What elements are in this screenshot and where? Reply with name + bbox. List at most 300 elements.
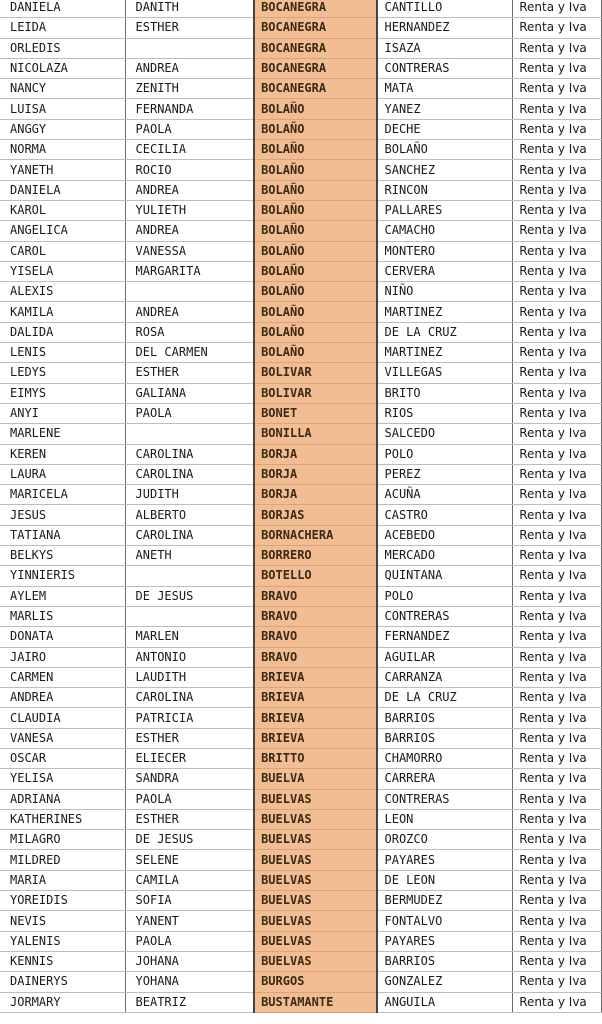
first-name-cell[interactable]: ANGELICA	[0, 221, 125, 241]
first-name-cell[interactable]: CARMEN	[0, 667, 125, 687]
second-surname-cell[interactable]: BERMUDEZ	[377, 891, 513, 911]
second-surname-cell[interactable]: ANGUILA	[377, 992, 513, 1012]
second-surname-cell[interactable]: OROZCO	[377, 830, 513, 850]
table-row	[0, 261, 602, 281]
table-row	[0, 748, 602, 768]
table-row	[0, 789, 602, 809]
first-surname-cell[interactable]: BRAVO	[254, 606, 376, 626]
table-row	[0, 525, 602, 545]
second-surname-cell[interactable]: PEREZ	[377, 464, 513, 484]
tax-type-cell[interactable]: Renta y Iva	[513, 586, 602, 606]
table-row	[0, 769, 602, 789]
first-name-cell[interactable]: KEREN	[0, 444, 125, 464]
second-surname-cell[interactable]: CARRANZA	[377, 667, 513, 687]
tax-type-cell[interactable]: Renta y Iva	[513, 830, 602, 850]
table-row	[0, 241, 602, 261]
second-name-cell[interactable]: MARLEN	[125, 627, 254, 647]
tax-type-cell[interactable]: Renta y Iva	[513, 525, 602, 545]
first-name-cell[interactable]: YOREIDIS	[0, 891, 125, 911]
second-name-cell[interactable]: ANDREA	[125, 180, 254, 200]
table-row	[0, 403, 602, 423]
first-name-cell[interactable]: LAURA	[0, 464, 125, 484]
tax-type-cell[interactable]: Renta y Iva	[513, 708, 602, 728]
first-surname-cell[interactable]: BUELVA	[254, 769, 376, 789]
first-surname-cell[interactable]: BUELVAS	[254, 931, 376, 951]
first-name-cell[interactable]: BELKYS	[0, 546, 125, 566]
tax-type-cell[interactable]: Renta y Iva	[513, 891, 602, 911]
second-name-cell[interactable]: DE JESUS	[125, 830, 254, 850]
second-surname-cell[interactable]: LEON	[377, 809, 513, 829]
table-row	[0, 200, 602, 220]
first-name-cell[interactable]: YISELA	[0, 261, 125, 281]
table-row	[0, 424, 602, 444]
first-surname-cell[interactable]: BRITTO	[254, 748, 376, 768]
first-surname-cell[interactable]: BORRERO	[254, 546, 376, 566]
first-name-cell[interactable]: LEDYS	[0, 363, 125, 383]
second-name-cell[interactable]: JOHANA	[125, 951, 254, 971]
first-name-cell[interactable]: KAMILA	[0, 302, 125, 322]
second-surname-cell[interactable]: PAYARES	[377, 850, 513, 870]
tax-type-cell[interactable]: Renta y Iva	[513, 870, 602, 890]
table-row	[0, 627, 602, 647]
second-surname-cell[interactable]: BRITO	[377, 383, 513, 403]
second-surname-cell[interactable]: DE LA CRUZ	[377, 322, 513, 342]
first-name-cell[interactable]: LENIS	[0, 343, 125, 363]
table-row	[0, 891, 602, 911]
second-name-cell[interactable]: ESTHER	[125, 18, 254, 38]
tax-type-cell[interactable]: Renta y Iva	[513, 18, 602, 38]
second-name-cell[interactable]: YOHANA	[125, 972, 254, 992]
second-name-cell[interactable]	[125, 606, 254, 626]
table-row	[0, 343, 602, 363]
first-surname-cell[interactable]: BORJAS	[254, 505, 376, 525]
first-name-cell[interactable]: NANCY	[0, 79, 125, 99]
tax-type-cell[interactable]: Renta y Iva	[513, 667, 602, 687]
second-surname-cell[interactable]: BARRIOS	[377, 708, 513, 728]
first-surname-cell[interactable]: BUELVAS	[254, 951, 376, 971]
tax-type-cell[interactable]: Renta y Iva	[513, 424, 602, 444]
tax-type-cell[interactable]: Renta y Iva	[513, 566, 602, 586]
second-name-cell[interactable]: ANDREA	[125, 58, 254, 78]
second-surname-cell[interactable]: CARRERA	[377, 769, 513, 789]
table-row	[0, 58, 602, 78]
tax-type-cell[interactable]: Renta y Iva	[513, 606, 602, 626]
second-name-cell[interactable]: CAROLINA	[125, 525, 254, 545]
first-surname-cell[interactable]: BOLAÑO	[254, 99, 376, 119]
first-surname-cell[interactable]: BOCANEGRA	[254, 79, 376, 99]
first-surname-cell[interactable]: BOLAÑO	[254, 343, 376, 363]
table-row	[0, 951, 602, 971]
tax-type-cell[interactable]: Renta y Iva	[513, 383, 602, 403]
second-name-cell[interactable]: ELIECER	[125, 748, 254, 768]
first-name-cell[interactable]: OSCAR	[0, 748, 125, 768]
tax-type-cell[interactable]: Renta y Iva	[513, 79, 602, 99]
first-surname-cell[interactable]: BUELVAS	[254, 809, 376, 829]
tax-type-cell[interactable]: Renta y Iva	[513, 119, 602, 139]
first-surname-cell[interactable]: BRAVO	[254, 586, 376, 606]
first-surname-cell[interactable]: BRAVO	[254, 647, 376, 667]
second-surname-cell[interactable]: FONTALVO	[377, 911, 513, 931]
first-surname-cell[interactable]: BOCANEGRA	[254, 0, 376, 18]
first-name-cell[interactable]: DAINERYS	[0, 972, 125, 992]
second-name-cell[interactable]: DANITH	[125, 0, 254, 18]
tax-type-cell[interactable]: Renta y Iva	[513, 180, 602, 200]
first-name-cell[interactable]: TATIANA	[0, 525, 125, 545]
table-row	[0, 931, 602, 951]
first-name-cell[interactable]: ANDREA	[0, 688, 125, 708]
second-name-cell[interactable]: DEL CARMEN	[125, 343, 254, 363]
first-surname-cell[interactable]: BRIEVA	[254, 688, 376, 708]
second-name-cell[interactable]: BEATRIZ	[125, 992, 254, 1012]
first-name-cell[interactable]: JESUS	[0, 505, 125, 525]
first-surname-cell[interactable]: BRIEVA	[254, 708, 376, 728]
second-surname-cell[interactable]: SANCHEZ	[377, 160, 513, 180]
table-row	[0, 911, 602, 931]
first-name-cell[interactable]: YELISA	[0, 769, 125, 789]
first-name-cell[interactable]: DONATA	[0, 627, 125, 647]
tax-type-cell[interactable]: Renta y Iva	[513, 911, 602, 931]
tax-type-cell[interactable]: Renta y Iva	[513, 241, 602, 261]
second-surname-cell[interactable]: BOLAÑO	[377, 140, 513, 160]
second-surname-cell[interactable]: DE LA CRUZ	[377, 688, 513, 708]
tax-type-cell[interactable]: Renta y Iva	[513, 951, 602, 971]
second-name-cell[interactable]: PAOLA	[125, 403, 254, 423]
first-name-cell[interactable]: ORLEDIS	[0, 38, 125, 58]
tax-type-cell[interactable]: Renta y Iva	[513, 0, 602, 18]
second-surname-cell[interactable]: CANTILLO	[377, 0, 513, 18]
tax-type-cell[interactable]: Renta y Iva	[513, 546, 602, 566]
first-surname-cell[interactable]: BRAVO	[254, 627, 376, 647]
first-name-cell[interactable]: KAROL	[0, 200, 125, 220]
second-name-cell[interactable]: ALBERTO	[125, 505, 254, 525]
table-row	[0, 0, 602, 18]
second-surname-cell[interactable]: SALCEDO	[377, 424, 513, 444]
first-surname-cell[interactable]: BOLAÑO	[254, 282, 376, 302]
first-name-cell[interactable]: YINNIERIS	[0, 566, 125, 586]
first-name-cell[interactable]: NORMA	[0, 140, 125, 160]
second-name-cell[interactable]: CAMILA	[125, 870, 254, 890]
table-row	[0, 505, 602, 525]
first-name-cell[interactable]: YALENIS	[0, 931, 125, 951]
second-surname-cell[interactable]: YANEZ	[377, 99, 513, 119]
second-name-cell[interactable]: ROCIO	[125, 160, 254, 180]
second-surname-cell[interactable]: CERVERA	[377, 261, 513, 281]
second-surname-cell[interactable]: DECHE	[377, 119, 513, 139]
table-row	[0, 464, 602, 484]
first-name-cell[interactable]: EIMYS	[0, 383, 125, 403]
first-surname-cell[interactable]: BOLAÑO	[254, 200, 376, 220]
tax-type-cell[interactable]: Renta y Iva	[513, 282, 602, 302]
first-name-cell[interactable]: MARICELA	[0, 485, 125, 505]
tax-type-cell[interactable]: Renta y Iva	[513, 343, 602, 363]
tax-type-cell[interactable]: Renta y Iva	[513, 728, 602, 748]
table-row	[0, 708, 602, 728]
table-row	[0, 383, 602, 403]
tax-type-cell[interactable]: Renta y Iva	[513, 505, 602, 525]
first-surname-cell[interactable]: BOLAÑO	[254, 322, 376, 342]
second-name-cell[interactable]: ESTHER	[125, 363, 254, 383]
table-row	[0, 728, 602, 748]
tax-type-cell[interactable]: Renta y Iva	[513, 789, 602, 809]
first-name-cell[interactable]: JORMARY	[0, 992, 125, 1012]
tax-type-cell[interactable]: Renta y Iva	[513, 363, 602, 383]
first-name-cell[interactable]: MILAGRO	[0, 830, 125, 850]
tax-type-cell[interactable]: Renta y Iva	[513, 931, 602, 951]
first-surname-cell[interactable]: BORJA	[254, 464, 376, 484]
second-surname-cell[interactable]: MONTERO	[377, 241, 513, 261]
tax-type-cell[interactable]: Renta y Iva	[513, 647, 602, 667]
tax-type-cell[interactable]: Renta y Iva	[513, 769, 602, 789]
table-row	[0, 444, 602, 464]
first-surname-cell[interactable]: BOLAÑO	[254, 140, 376, 160]
first-name-cell[interactable]: DALIDA	[0, 322, 125, 342]
second-surname-cell[interactable]: FERNANDEZ	[377, 627, 513, 647]
table-row	[0, 180, 602, 200]
second-surname-cell[interactable]: CHAMORRO	[377, 748, 513, 768]
second-surname-cell[interactable]: AGUILAR	[377, 647, 513, 667]
second-surname-cell[interactable]: CASTRO	[377, 505, 513, 525]
first-surname-cell[interactable]: BOCANEGRA	[254, 58, 376, 78]
tax-type-cell[interactable]: Renta y Iva	[513, 627, 602, 647]
second-name-cell[interactable]: FERNANDA	[125, 99, 254, 119]
second-name-cell[interactable]: SELENE	[125, 850, 254, 870]
first-surname-cell[interactable]: BORJA	[254, 485, 376, 505]
table-row	[0, 647, 602, 667]
first-name-cell[interactable]: DANIELA	[0, 180, 125, 200]
second-surname-cell[interactable]: MARTINEZ	[377, 343, 513, 363]
first-name-cell[interactable]: KATHERINES	[0, 809, 125, 829]
first-surname-cell[interactable]: BORNACHERA	[254, 525, 376, 545]
tax-type-cell[interactable]: Renta y Iva	[513, 221, 602, 241]
second-surname-cell[interactable]: CONTRERAS	[377, 606, 513, 626]
table-row	[0, 586, 602, 606]
first-name-cell[interactable]: LUISA	[0, 99, 125, 119]
first-surname-cell[interactable]: BOLAÑO	[254, 241, 376, 261]
first-name-cell[interactable]: ANGGY	[0, 119, 125, 139]
table-row	[0, 221, 602, 241]
table-row	[0, 79, 602, 99]
second-surname-cell[interactable]: CONTRERAS	[377, 58, 513, 78]
tax-type-cell[interactable]: Renta y Iva	[513, 464, 602, 484]
second-surname-cell[interactable]: BARRIOS	[377, 728, 513, 748]
first-surname-cell[interactable]: BOCANEGRA	[254, 18, 376, 38]
first-name-cell[interactable]: LEIDA	[0, 18, 125, 38]
tax-type-cell[interactable]: Renta y Iva	[513, 992, 602, 1012]
first-surname-cell[interactable]: BUELVAS	[254, 870, 376, 890]
table-row	[0, 566, 602, 586]
second-surname-cell[interactable]: QUINTANA	[377, 566, 513, 586]
table-row	[0, 870, 602, 890]
first-name-cell[interactable]: MILDRED	[0, 850, 125, 870]
second-surname-cell[interactable]: BARRIOS	[377, 951, 513, 971]
second-name-cell[interactable]: ANDREA	[125, 221, 254, 241]
table-row	[0, 160, 602, 180]
first-name-cell[interactable]: MARIA	[0, 870, 125, 890]
second-name-cell[interactable]: PAOLA	[125, 931, 254, 951]
first-surname-cell[interactable]: BOTELLO	[254, 566, 376, 586]
table-row	[0, 18, 602, 38]
first-name-cell[interactable]: MARLENE	[0, 424, 125, 444]
first-name-cell[interactable]: CLAUDIA	[0, 708, 125, 728]
table-row	[0, 546, 602, 566]
second-name-cell[interactable]: CAROLINA	[125, 464, 254, 484]
first-name-cell[interactable]: DANIELA	[0, 0, 125, 18]
tax-type-cell[interactable]: Renta y Iva	[513, 748, 602, 768]
first-surname-cell[interactable]: BRIEVA	[254, 667, 376, 687]
table-row	[0, 119, 602, 139]
second-surname-cell[interactable]: ACUÑA	[377, 485, 513, 505]
tax-type-cell[interactable]: Renta y Iva	[513, 58, 602, 78]
table-row	[0, 99, 602, 119]
tax-type-cell[interactable]: Renta y Iva	[513, 140, 602, 160]
second-name-cell[interactable]	[125, 38, 254, 58]
tax-type-cell[interactable]: Renta y Iva	[513, 302, 602, 322]
table-row	[0, 972, 602, 992]
first-surname-cell[interactable]: BOLAÑO	[254, 180, 376, 200]
table-row	[0, 809, 602, 829]
first-surname-cell[interactable]: BOLAÑO	[254, 160, 376, 180]
table-row	[0, 322, 602, 342]
table-row	[0, 302, 602, 322]
second-surname-cell[interactable]: MERCADO	[377, 546, 513, 566]
first-name-cell[interactable]: YANETH	[0, 160, 125, 180]
first-surname-cell[interactable]: BUSTAMANTE	[254, 992, 376, 1012]
table-row	[0, 830, 602, 850]
tax-type-cell[interactable]: Renta y Iva	[513, 322, 602, 342]
first-surname-cell[interactable]: BOLAÑO	[254, 302, 376, 322]
second-name-cell[interactable]: PAOLA	[125, 789, 254, 809]
first-surname-cell[interactable]: BOLAÑO	[254, 261, 376, 281]
second-name-cell[interactable]: YULIETH	[125, 200, 254, 220]
second-surname-cell[interactable]: CONTRERAS	[377, 789, 513, 809]
second-name-cell[interactable]: YANENT	[125, 911, 254, 931]
first-name-cell[interactable]: ANYI	[0, 403, 125, 423]
second-name-cell[interactable]: ANTONIO	[125, 647, 254, 667]
second-name-cell[interactable]: ESTHER	[125, 728, 254, 748]
second-surname-cell[interactable]: ISAZA	[377, 38, 513, 58]
table-row	[0, 850, 602, 870]
first-surname-cell[interactable]: BURGOS	[254, 972, 376, 992]
second-surname-cell[interactable]: RIOS	[377, 403, 513, 423]
table-row	[0, 38, 602, 58]
table-row	[0, 282, 602, 302]
second-name-cell[interactable]: ROSA	[125, 322, 254, 342]
second-surname-cell[interactable]: GONZALEZ	[377, 972, 513, 992]
second-name-cell[interactable]	[125, 424, 254, 444]
second-surname-cell[interactable]: VILLEGAS	[377, 363, 513, 383]
tax-type-cell[interactable]: Renta y Iva	[513, 850, 602, 870]
first-surname-cell[interactable]: BOLIVAR	[254, 363, 376, 383]
first-surname-cell[interactable]: BOLIVAR	[254, 383, 376, 403]
tax-type-cell[interactable]: Renta y Iva	[513, 403, 602, 423]
first-surname-cell[interactable]: BOLAÑO	[254, 221, 376, 241]
second-name-cell[interactable]: ANDREA	[125, 302, 254, 322]
tax-type-cell[interactable]: Renta y Iva	[513, 809, 602, 829]
first-name-cell[interactable]: AYLEM	[0, 586, 125, 606]
first-name-cell[interactable]: ADRIANA	[0, 789, 125, 809]
first-name-cell[interactable]: JAIRO	[0, 647, 125, 667]
first-surname-cell[interactable]: BONET	[254, 403, 376, 423]
first-surname-cell[interactable]: BONILLA	[254, 424, 376, 444]
tax-type-cell[interactable]: Renta y Iva	[513, 38, 602, 58]
second-name-cell[interactable]: VANESSA	[125, 241, 254, 261]
table-row	[0, 992, 602, 1012]
second-name-cell[interactable]: SOFIA	[125, 891, 254, 911]
first-name-cell[interactable]: CAROL	[0, 241, 125, 261]
tax-type-cell[interactable]: Renta y Iva	[513, 261, 602, 281]
second-name-cell[interactable]: GALIANA	[125, 383, 254, 403]
second-name-cell[interactable]: MARGARITA	[125, 261, 254, 281]
tax-type-cell[interactable]: Renta y Iva	[513, 485, 602, 505]
second-name-cell[interactable]: ZENITH	[125, 79, 254, 99]
first-surname-cell[interactable]: BOCANEGRA	[254, 38, 376, 58]
second-surname-cell[interactable]: POLO	[377, 444, 513, 464]
first-name-cell[interactable]: VANESA	[0, 728, 125, 748]
first-surname-cell[interactable]: BOLAÑO	[254, 119, 376, 139]
second-name-cell[interactable]: LAUDITH	[125, 667, 254, 687]
second-surname-cell[interactable]: DE LEON	[377, 870, 513, 890]
second-surname-cell[interactable]: PALLARES	[377, 200, 513, 220]
first-surname-cell[interactable]: BRIEVA	[254, 728, 376, 748]
second-surname-cell[interactable]: CAMACHO	[377, 221, 513, 241]
second-name-cell[interactable]: CAROLINA	[125, 444, 254, 464]
second-name-cell[interactable]: CECILIA	[125, 140, 254, 160]
second-name-cell[interactable]: JUDITH	[125, 485, 254, 505]
second-surname-cell[interactable]: NIÑO	[377, 282, 513, 302]
table-row	[0, 140, 602, 160]
second-surname-cell[interactable]: ACEBEDO	[377, 525, 513, 545]
second-surname-cell[interactable]: HERNANDEZ	[377, 18, 513, 38]
second-surname-cell[interactable]: PAYARES	[377, 931, 513, 951]
first-name-cell[interactable]: KENNIS	[0, 951, 125, 971]
first-surname-cell[interactable]: BUELVAS	[254, 830, 376, 850]
first-surname-cell[interactable]: BUELVAS	[254, 789, 376, 809]
first-surname-cell[interactable]: BUELVAS	[254, 911, 376, 931]
second-name-cell[interactable]: ANETH	[125, 546, 254, 566]
table-row	[0, 606, 602, 626]
second-name-cell[interactable]: SANDRA	[125, 769, 254, 789]
first-surname-cell[interactable]: BUELVAS	[254, 891, 376, 911]
second-name-cell[interactable]	[125, 566, 254, 586]
first-name-cell[interactable]: MARLIS	[0, 606, 125, 626]
tax-type-cell[interactable]: Renta y Iva	[513, 688, 602, 708]
tax-type-cell[interactable]: Renta y Iva	[513, 972, 602, 992]
second-name-cell[interactable]: ESTHER	[125, 809, 254, 829]
second-name-cell[interactable]: PAOLA	[125, 119, 254, 139]
second-name-cell[interactable]: PATRICIA	[125, 708, 254, 728]
table-row	[0, 363, 602, 383]
second-surname-cell[interactable]: POLO	[377, 586, 513, 606]
first-name-cell[interactable]: NICOLAZA	[0, 58, 125, 78]
second-name-cell[interactable]	[125, 282, 254, 302]
first-surname-cell[interactable]: BUELVAS	[254, 850, 376, 870]
second-name-cell[interactable]: CAROLINA	[125, 688, 254, 708]
first-surname-cell[interactable]: BORJA	[254, 444, 376, 464]
first-name-cell[interactable]: ALEXIS	[0, 282, 125, 302]
second-surname-cell[interactable]: RINCON	[377, 180, 513, 200]
second-surname-cell[interactable]: MARTINEZ	[377, 302, 513, 322]
tax-type-cell[interactable]: Renta y Iva	[513, 444, 602, 464]
second-surname-cell[interactable]: MATA	[377, 79, 513, 99]
first-name-cell[interactable]: NEVIS	[0, 911, 125, 931]
tax-type-cell[interactable]: Renta y Iva	[513, 160, 602, 180]
tax-type-cell[interactable]: Renta y Iva	[513, 200, 602, 220]
table-row	[0, 688, 602, 708]
second-name-cell[interactable]: DE JESUS	[125, 586, 254, 606]
table-row	[0, 667, 602, 687]
tax-type-cell[interactable]: Renta y Iva	[513, 99, 602, 119]
table-row	[0, 485, 602, 505]
